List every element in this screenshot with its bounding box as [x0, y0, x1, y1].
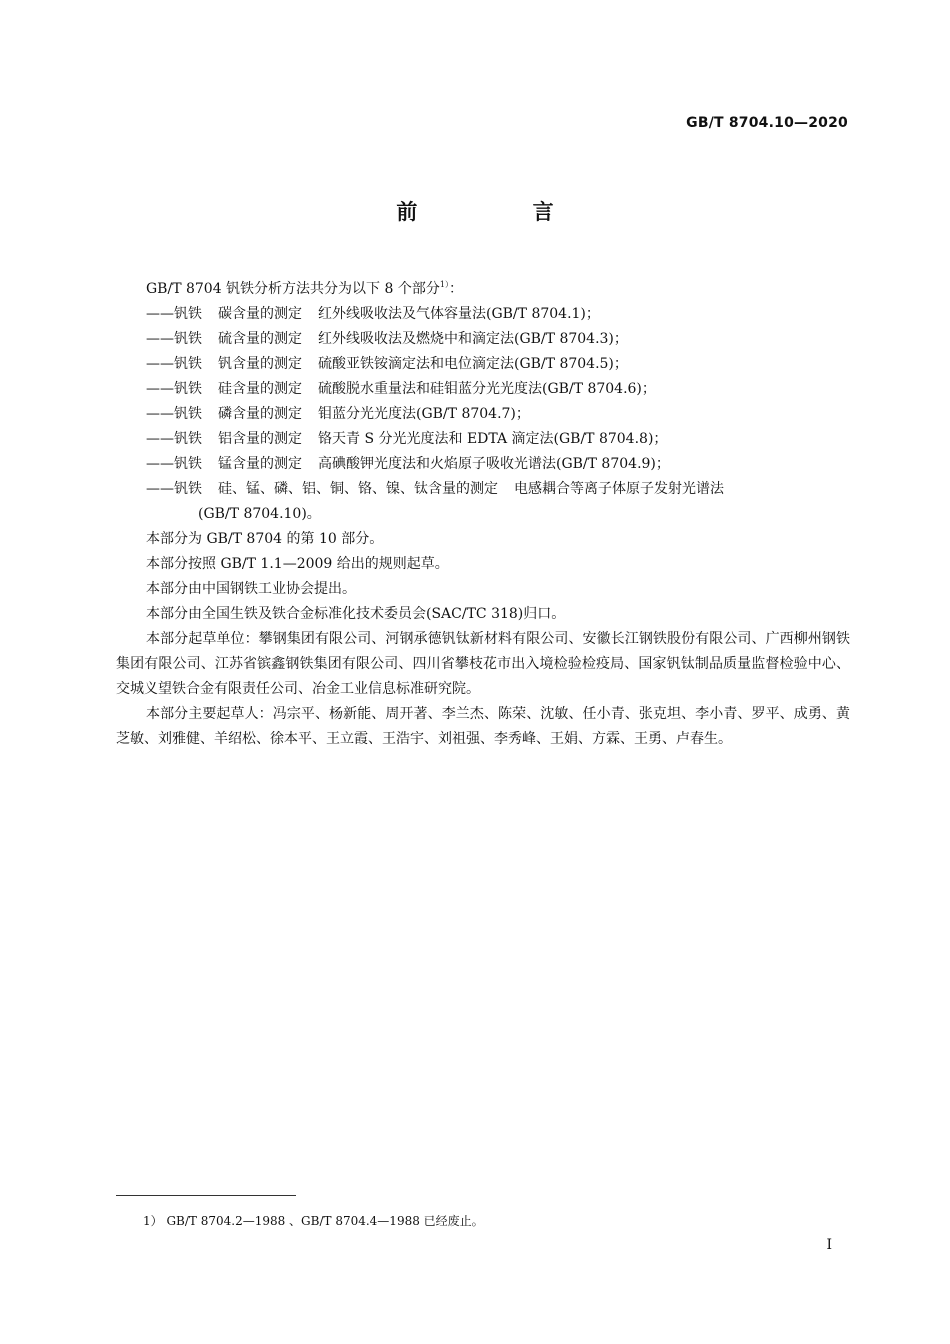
part-item: ——钒铁 硫含量的测定 红外线吸收法及燃烧中和滴定法(GB/T 8704.3)； [146, 331, 628, 347]
part-item: ——钒铁 碳含量的测定 红外线吸收法及气体容量法(GB/T 8704.1)； [146, 306, 600, 322]
paragraph: 本部分为 GB/T 8704 的第 10 部分。 [146, 531, 384, 547]
drafters-paragraph: 本部分主要起草人：冯宗平、杨新能、周开著、李兰杰、陈荣、沈敏、任小青、张克坦、李小青、罗平、成勇、黄芝敏、刘雅健、羊绍松、徐本平、王立霞、王浩宇、刘祖强、李秀峰、王娟、方霖、王勇、卢春生。 [116, 706, 850, 747]
paragraph: 本部分由全国生铁及铁合金标准化技术委员会(SAC/TC 318)归口。 [146, 606, 566, 622]
footnote-divider [116, 1195, 296, 1196]
standard-code: GB/T 8704.10—2020 [686, 115, 848, 131]
paragraph: 本部分由中国钢铁工业协会提出。 [146, 581, 356, 597]
part-item: ——钒铁 钒含量的测定 硫酸亚铁铵滴定法和电位滴定法(GB/T 8704.5)； [146, 356, 628, 372]
document-body [116, 272, 850, 752]
footnote-marker: 1） [439, 280, 449, 289]
paragraph: 本部分按照 GB/T 1.1—2009 给出的规则起草。 [146, 556, 449, 572]
intro-line: GB/T 8704 钒铁分析方法共分为以下 8 个部分$^{1)}$： [146, 280, 463, 297]
drafting-units-paragraph: 本部分起草单位：攀钢集团有限公司、河钢承德钒钛新材料有限公司、安徽长江钢铁股份有限公司、广西柳州钢铁集团有限公司、江苏省镔鑫钢铁集团有限公司、四川省攀枝花市出入境检验检疫局、国家钒钛制品质量监督检验中心、交城义望铁合金有限责任公司、冶金工业信息标准研究院。 [116, 631, 850, 697]
part-item-last: ——钒铁 硅、锰、磷、铝、铜、铬、镍、钛含量的测定 电感耦合等离子体原子发射光谱法 [146, 481, 724, 497]
page-number: I [826, 1237, 832, 1253]
part-item: ——钒铁 磷含量的测定 钼蓝分光光度法(GB/T 8704.7)； [146, 406, 530, 422]
part-item: ——钒铁 铝含量的测定 铬天青 S 分光光度法和 EDTA 滴定法(GB/T 8704.8)； [146, 431, 668, 447]
footnote: 1） GB/T 8704.2—1988 、GB/T 8704.4—1988 已经废止。 [143, 1214, 484, 1228]
page-title: 前 言 [396, 200, 608, 224]
part-item: ——钒铁 硅含量的测定 硫酸脱水重量法和硅钼蓝分光光度法(GB/T 8704.6)； [146, 381, 656, 397]
part-item: ——钒铁 锰含量的测定 高碘酸钾光度法和火焰原子吸收光谱法(GB/T 8704.9)； [146, 456, 670, 472]
part-item-last-continuation: (GB/T 8704.10)。 [198, 506, 321, 522]
